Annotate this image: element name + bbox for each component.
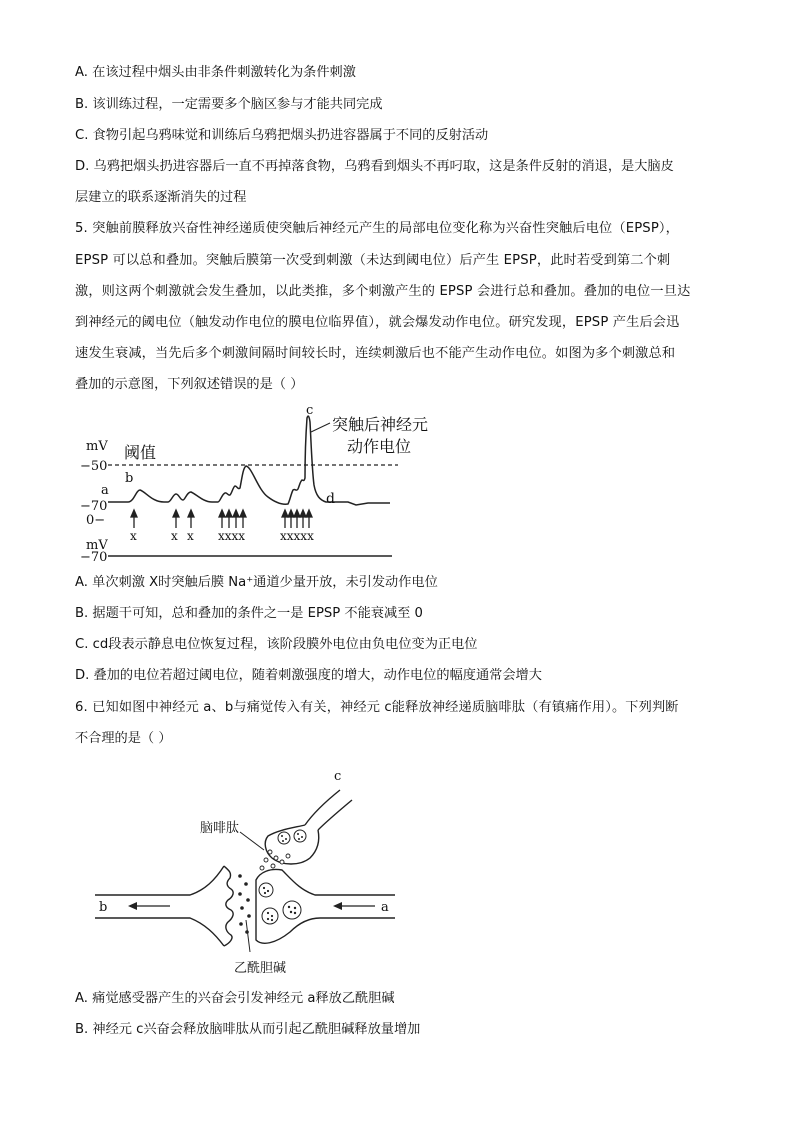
acetylcholine-dots <box>238 874 251 934</box>
minus70-bottom-label: −70 <box>80 550 108 565</box>
released-peptide-dots <box>260 850 290 870</box>
stimulus-arrow-head <box>226 510 232 517</box>
q5-stem-line-6: 叠加的示意图，下列叙述错误的是（ ） <box>75 377 304 392</box>
point-b-label: b <box>125 471 134 486</box>
stim-label-2a: x <box>171 529 178 543</box>
peptide-pointer <box>240 832 264 850</box>
q5-option-a: A. 单次刺激 X时突触后膜 Na⁺通道少量开放，未引发动作电位 <box>75 575 438 590</box>
q6-stem-line-1: 6. 已知如图中神经元 a、b与痛觉传入有关，神经元 c能释放神经递质脑啡肽（有镇痛作用）。下列判断 <box>75 700 679 715</box>
mv-label-bottom: mV <box>86 538 108 553</box>
stimulus-arrow-head <box>173 510 179 517</box>
q4-option-a: A. 在该过程中烟头由非条件刺激转化为条件刺激 <box>75 65 356 80</box>
q4-option-d-cont: 层建立的联系逐渐消失的过程 <box>75 190 247 205</box>
stimulus-arrow-head <box>306 510 312 517</box>
threshold-label: 阈值 <box>124 443 157 462</box>
stimulus-arrow-head <box>240 510 246 517</box>
neuron-c-axon <box>305 790 352 830</box>
q6-stem-line-2: 不合理的是（ ） <box>75 731 172 746</box>
q6-option-b: B. 神经元 c兴奋会释放脑啡肽从而引起乙酰胆碱释放量增加 <box>75 1022 421 1037</box>
q5-stem-line-5: 速发生衰减，当先后多个刺激间隔时间较长时，连续刺激后也不能产生动作电位。如图为多个刺激总和 <box>75 346 676 361</box>
stimulus-arrow-head <box>300 510 306 517</box>
stimulus-arrow-head <box>219 510 225 517</box>
stimulus-arrow-head <box>294 510 300 517</box>
ap-label-line-2: 动作电位 <box>347 437 412 456</box>
q5-stem-line-3: 激，则这两个刺激就会发生叠加，以此类推，多个刺激产生的 EPSP 会进行总和叠加。叠加的电位一旦达 <box>75 284 691 299</box>
label-a: a <box>381 900 389 915</box>
label-b: b <box>99 900 108 915</box>
q5-option-d: D. 叠加的电位若超过阈电位，随着刺激强度的增大，动作电位的幅度通常会增大 <box>75 668 542 683</box>
point-c-label: c <box>306 403 314 418</box>
stimulus-arrow-head <box>131 510 137 517</box>
arrow-to-b-head <box>128 902 137 910</box>
label-peptide: 脑啡肽 <box>200 821 240 836</box>
stimulus-arrow-head <box>282 510 288 517</box>
stimulus-arrow-head <box>233 510 239 517</box>
point-a-label: a <box>101 483 109 498</box>
q6-option-a: A. 痛觉感受器产生的兴奋会引发神经元 a释放乙酰胆碱 <box>75 991 395 1006</box>
label-c: c <box>334 769 342 784</box>
ap-label-line-1: 突触后神经元 <box>332 415 429 434</box>
synapse-figure <box>90 760 410 975</box>
stim-label-1: x <box>130 529 137 543</box>
stimulus-arrow-head <box>188 510 194 517</box>
stim-label-3: xxxx <box>218 529 246 543</box>
q4-option-b: B. 该训练过程，一定需要多个脑区参与才能共同完成 <box>75 97 383 112</box>
stimulus-arrow-head <box>288 510 294 517</box>
postsynaptic-membrane <box>224 866 233 946</box>
stim-label-4: xxxxx <box>280 529 314 543</box>
minus50-label: −50 <box>80 459 108 474</box>
stimulus-arrows <box>131 510 312 528</box>
neuron-c-terminal <box>265 825 318 864</box>
q5-option-b: B. 据题干可知，总和叠加的条件之一是 EPSP 不能衰减至 0 <box>75 606 423 621</box>
mv-label-top: mV <box>86 439 108 454</box>
ap-callout-line <box>311 423 330 432</box>
ach-pointer <box>246 920 250 952</box>
arrow-from-a-head <box>333 902 342 910</box>
zero-label: 0− <box>86 513 106 528</box>
stim-label-2b: x <box>187 529 194 543</box>
neuron-a-vesicles <box>259 883 301 924</box>
q5-stem-line-2: EPSP 可以总和叠加。突触后膜第一次受到刺激（未达到阈电位）后产生 EPSP，此时若受到第二个刺 <box>75 253 671 268</box>
q4-option-d: D. 乌鸦把烟头扔进容器后一直不再掉落食物，乌鸦看到烟头不再叼取，这是条件反射的消退，是大脑皮 <box>75 159 674 174</box>
q5-option-c: C. cd段表示静息电位恢复过程，该阶段膜外电位由负电位变为正电位 <box>75 637 478 652</box>
epsp-summation-figure <box>70 400 450 570</box>
point-d-label: d <box>326 491 335 507</box>
label-acetylcholine: 乙酰胆碱 <box>234 961 287 975</box>
q4-option-c: C. 食物引起乌鸦味觉和训练后乌鸦把烟头扔进容器属于不同的反射活动 <box>75 128 489 143</box>
q5-stem-line-4: 到神经元的阈电位（触发动作电位的膜电位临界值），就会爆发动作电位。研究发现，EPSP 产生后会迅 <box>75 315 680 330</box>
q5-stem-line-1: 5. 突触前膜释放兴奋性神经递质使突触后神经元产生的局部电位变化称为兴奋性突触后电位（EPSP）， <box>75 221 680 236</box>
minus70-label: −70 <box>80 499 108 514</box>
